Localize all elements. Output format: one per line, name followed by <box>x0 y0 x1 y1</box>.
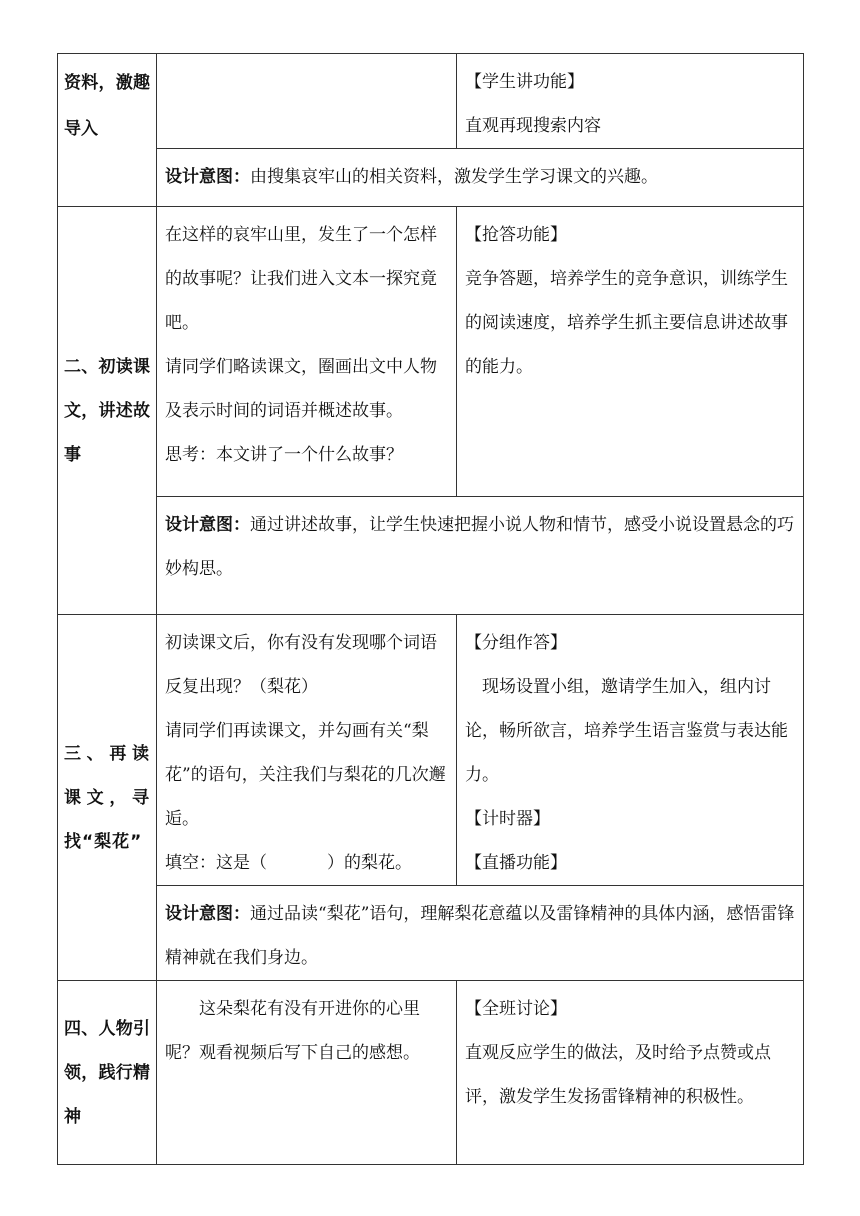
function-text: 竞争答题，培养学生的竞争意识，训练学生的阅读速度，培养学生抓主要信息讲述故事的能力。 <box>465 269 788 377</box>
function-text: 直观再现搜索内容 <box>465 116 601 136</box>
design-intent-cell <box>157 149 804 207</box>
stage-cell: 资料，激趣导入 <box>58 54 157 207</box>
table-row <box>58 54 804 149</box>
function-cell <box>457 207 804 497</box>
activity-cell <box>157 981 457 1165</box>
function-title: 【学生讲功能】 <box>465 72 584 92</box>
design-intent-cell <box>157 497 804 615</box>
activity-paragraph: 思考：本文讲了一个什么故事？ <box>165 445 403 465</box>
stage-cell: 三、再读课文，寻找“梨花” <box>58 615 157 981</box>
function-title: 【抢答功能】 <box>465 225 567 245</box>
table-row <box>58 981 804 1165</box>
intent-label: 设计意图： <box>165 904 250 924</box>
intent-text: 由搜集哀牢山的相关资料，激发学生学习课文的兴趣。 <box>250 167 658 187</box>
activity-paragraph: 请同学们再读课文，并勾画有关“梨花”的语句，关注我们与梨花的几次邂逅。 <box>165 721 446 829</box>
lesson-plan-table <box>57 53 804 1165</box>
fill-blank-suffix: ）的梨花。 <box>327 853 412 873</box>
activity-paragraph: 初读课文后，你有没有发现哪个词语反复出现？（梨花） <box>165 633 437 697</box>
function-text: 现场设置小组，邀请学生加入，组内讨论，畅所欲言，培养学生语言鉴赏与表达能力。 <box>465 677 788 785</box>
table-row <box>58 149 804 207</box>
intent-label: 设计意图： <box>165 515 250 535</box>
activity-paragraph: 在这样的哀牢山里，发生了一个怎样的故事呢？让我们进入文本一探究竟吧。 <box>165 225 437 333</box>
function-title: 【全班讨论】 <box>465 999 567 1019</box>
design-intent-cell <box>157 886 804 981</box>
stage-cell: 四、人物引领，践行精神 <box>58 981 157 1165</box>
function-title: 【分组作答】 <box>465 633 567 653</box>
intent-label: 设计意图： <box>165 167 250 187</box>
function-title: 【直播功能】 <box>465 853 567 873</box>
table-row <box>58 207 804 497</box>
activity-paragraph: 这朵梨花有没有开进你的心里呢？观看视频后写下自己的感想。 <box>165 999 420 1063</box>
fill-blank-line <box>165 841 448 885</box>
table-row <box>58 497 804 615</box>
function-title: 【计时器】 <box>465 809 550 829</box>
fill-blank-prefix: 填空：这是（ <box>165 853 267 873</box>
table-row <box>58 615 804 886</box>
activity-cell <box>157 54 457 149</box>
function-cell <box>457 615 804 886</box>
intent-text: 通过品读“梨花”语句，理解梨花意蕴以及雷锋精神的具体内涵，感悟雷锋精神就在我们身边。 <box>165 904 795 968</box>
function-cell <box>457 981 804 1165</box>
function-text: 直观反应学生的做法，及时给予点赞或点评，激发学生发扬雷锋精神的积极性。 <box>465 1043 771 1107</box>
function-cell <box>457 54 804 149</box>
intent-text: 通过讲述故事，让学生快速把握小说人物和情节，感受小说设置悬念的巧妙构思。 <box>165 515 794 579</box>
activity-cell <box>157 615 457 886</box>
activity-paragraph: 请同学们略读课文，圈画出文中人物及表示时间的词语并概述故事。 <box>165 357 437 421</box>
table-row <box>58 886 804 981</box>
activity-cell <box>157 207 457 497</box>
stage-cell: 二、初读课文，讲述故事 <box>58 207 157 615</box>
